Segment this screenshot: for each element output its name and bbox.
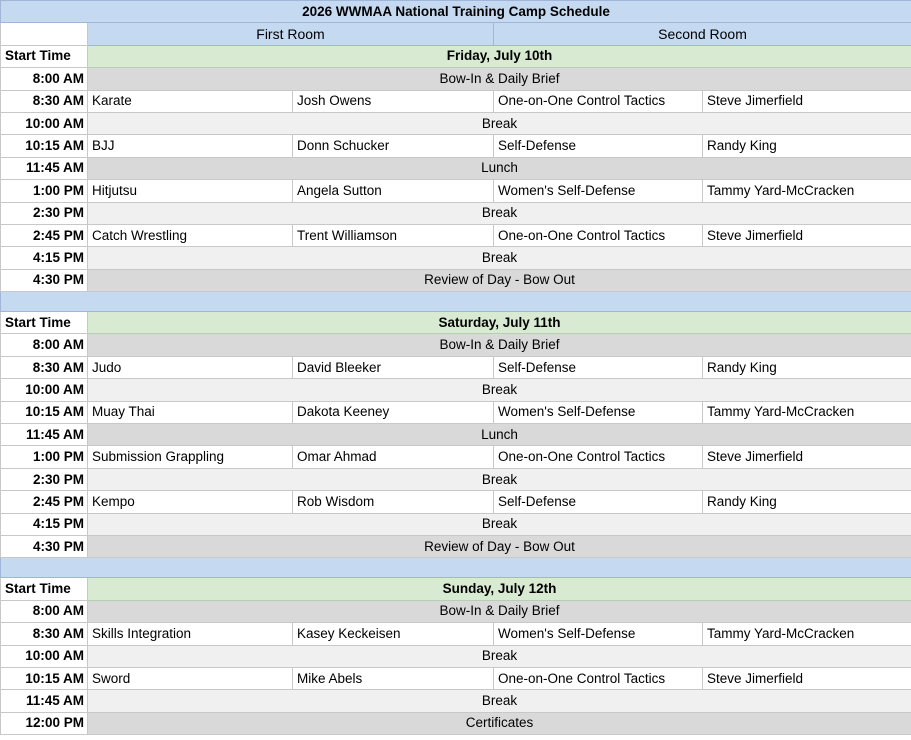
room1-class-cell: Karate <box>88 90 293 112</box>
time-cell: 10:15 AM <box>1 401 88 423</box>
room1-class-cell: Skills Integration <box>88 623 293 645</box>
room2-instructor-cell: Tammy Yard-McCracken <box>703 401 911 423</box>
day-header-row <box>1 45 911 67</box>
time-cell: 1:00 PM <box>1 446 88 468</box>
time-cell: 8:00 AM <box>1 334 88 356</box>
room1-class-cell: Catch Wrestling <box>88 224 293 246</box>
schedule-row <box>1 535 911 557</box>
schedule-row <box>1 180 911 202</box>
schedule-row <box>1 379 911 401</box>
room2-instructor-cell: Randy King <box>703 356 911 378</box>
room1-class-cell: BJJ <box>88 135 293 157</box>
shared-event-cell: Certificates <box>88 712 911 734</box>
schedule-row <box>1 645 911 667</box>
schedule-row <box>1 667 911 689</box>
schedule-row <box>1 712 911 734</box>
schedule-row <box>1 334 911 356</box>
time-cell: 8:30 AM <box>1 623 88 645</box>
schedule-row <box>1 600 911 622</box>
schedule-row <box>1 446 911 468</box>
time-cell: 11:45 AM <box>1 424 88 446</box>
day-separator <box>1 292 911 312</box>
schedule-row <box>1 135 911 157</box>
shared-event-cell: Bow-In & Daily Brief <box>88 600 911 622</box>
time-cell: 10:15 AM <box>1 667 88 689</box>
shared-event-cell: Break <box>88 690 911 712</box>
room2-class-cell: Women's Self-Defense <box>494 401 703 423</box>
room2-class-cell: Self-Defense <box>494 135 703 157</box>
time-cell: 8:30 AM <box>1 356 88 378</box>
time-cell: 2:30 PM <box>1 202 88 224</box>
shared-event-cell: Break <box>88 202 911 224</box>
rooms-header-blank <box>1 23 88 45</box>
room1-class-cell: Judo <box>88 356 293 378</box>
day-header-row <box>1 578 911 600</box>
rooms-header-row <box>1 23 911 45</box>
separator-cell <box>1 292 911 312</box>
room2-instructor-cell: Steve Jimerfield <box>703 446 911 468</box>
time-cell: 10:00 AM <box>1 112 88 134</box>
shared-event-cell: Break <box>88 112 911 134</box>
room2-class-cell: Women's Self-Defense <box>494 180 703 202</box>
room1-class-cell: Kempo <box>88 491 293 513</box>
schedule-row <box>1 224 911 246</box>
room2-class-cell: One-on-One Control Tactics <box>494 667 703 689</box>
room2-instructor-cell: Steve Jimerfield <box>703 667 911 689</box>
room2-instructor-cell: Steve Jimerfield <box>703 90 911 112</box>
time-cell: 2:45 PM <box>1 224 88 246</box>
shared-event-cell: Break <box>88 645 911 667</box>
schedule-row <box>1 90 911 112</box>
room2-instructor-cell: Tammy Yard-McCracken <box>703 180 911 202</box>
room1-class-cell: Submission Grappling <box>88 446 293 468</box>
room1-instructor-cell: Mike Abels <box>293 667 494 689</box>
schedule-row <box>1 491 911 513</box>
room1-instructor-cell: Trent Williamson <box>293 224 494 246</box>
shared-event-cell: Lunch <box>88 424 911 446</box>
title-row <box>1 1 911 23</box>
shared-event-cell: Break <box>88 379 911 401</box>
shared-event-cell: Review of Day - Bow Out <box>88 535 911 557</box>
day-name: Friday, July 10th <box>88 45 911 67</box>
schedule-row <box>1 468 911 490</box>
room2-instructor-cell: Randy King <box>703 135 911 157</box>
schedule-row <box>1 112 911 134</box>
room2-instructor-cell: Tammy Yard-McCracken <box>703 623 911 645</box>
schedule-row <box>1 247 911 269</box>
time-cell: 4:30 PM <box>1 535 88 557</box>
room1-instructor-cell: Josh Owens <box>293 90 494 112</box>
room2-class-cell: One-on-One Control Tactics <box>494 224 703 246</box>
room2-class-cell: One-on-One Control Tactics <box>494 90 703 112</box>
shared-event-cell: Bow-In & Daily Brief <box>88 334 911 356</box>
schedule-row <box>1 202 911 224</box>
shared-event-cell: Lunch <box>88 157 911 179</box>
schedule-row <box>1 269 911 291</box>
room2-instructor-cell: Randy King <box>703 491 911 513</box>
shared-event-cell: Break <box>88 247 911 269</box>
time-cell: 8:00 AM <box>1 68 88 90</box>
room1-class-cell: Hitjutsu <box>88 180 293 202</box>
start-time-label: Start Time <box>1 45 88 67</box>
first-room-header: First Room <box>88 23 494 45</box>
room1-instructor-cell: David Bleeker <box>293 356 494 378</box>
start-time-label: Start Time <box>1 312 88 334</box>
time-cell: 10:00 AM <box>1 645 88 667</box>
day-name: Saturday, July 11th <box>88 312 911 334</box>
time-cell: 4:30 PM <box>1 269 88 291</box>
time-cell: 10:00 AM <box>1 379 88 401</box>
schedule-row <box>1 424 911 446</box>
room2-class-cell: Women's Self-Defense <box>494 623 703 645</box>
room1-instructor-cell: Omar Ahmad <box>293 446 494 468</box>
time-cell: 11:45 AM <box>1 157 88 179</box>
schedule-row <box>1 157 911 179</box>
start-time-label: Start Time <box>1 578 88 600</box>
time-cell: 2:45 PM <box>1 491 88 513</box>
day-header-row <box>1 312 911 334</box>
schedule-row <box>1 401 911 423</box>
schedule-title: 2026 WWMAA National Training Camp Schedule <box>1 1 911 23</box>
room1-instructor-cell: Kasey Keckeisen <box>293 623 494 645</box>
time-cell: 8:30 AM <box>1 90 88 112</box>
time-cell: 4:15 PM <box>1 513 88 535</box>
schedule-row <box>1 690 911 712</box>
time-cell: 11:45 AM <box>1 690 88 712</box>
room1-instructor-cell: Angela Sutton <box>293 180 494 202</box>
schedule-row <box>1 623 911 645</box>
time-cell: 1:00 PM <box>1 180 88 202</box>
schedule-row <box>1 356 911 378</box>
room2-class-cell: Self-Defense <box>494 356 703 378</box>
room2-class-cell: One-on-One Control Tactics <box>494 446 703 468</box>
second-room-header: Second Room <box>494 23 911 45</box>
time-cell: 2:30 PM <box>1 468 88 490</box>
room2-instructor-cell: Steve Jimerfield <box>703 224 911 246</box>
day-name: Sunday, July 12th <box>88 578 911 600</box>
room1-class-cell: Sword <box>88 667 293 689</box>
shared-event-cell: Break <box>88 513 911 535</box>
schedule-row <box>1 68 911 90</box>
shared-event-cell: Review of Day - Bow Out <box>88 269 911 291</box>
room1-class-cell: Muay Thai <box>88 401 293 423</box>
time-cell: 10:15 AM <box>1 135 88 157</box>
time-cell: 8:00 AM <box>1 600 88 622</box>
time-cell: 12:00 PM <box>1 712 88 734</box>
shared-event-cell: Bow-In & Daily Brief <box>88 68 911 90</box>
time-cell: 4:15 PM <box>1 247 88 269</box>
room1-instructor-cell: Dakota Keeney <box>293 401 494 423</box>
room2-class-cell: Self-Defense <box>494 491 703 513</box>
day-separator <box>1 558 911 578</box>
separator-cell <box>1 558 911 578</box>
room1-instructor-cell: Rob Wisdom <box>293 491 494 513</box>
room1-instructor-cell: Donn Schucker <box>293 135 494 157</box>
schedule-row <box>1 513 911 535</box>
shared-event-cell: Break <box>88 468 911 490</box>
